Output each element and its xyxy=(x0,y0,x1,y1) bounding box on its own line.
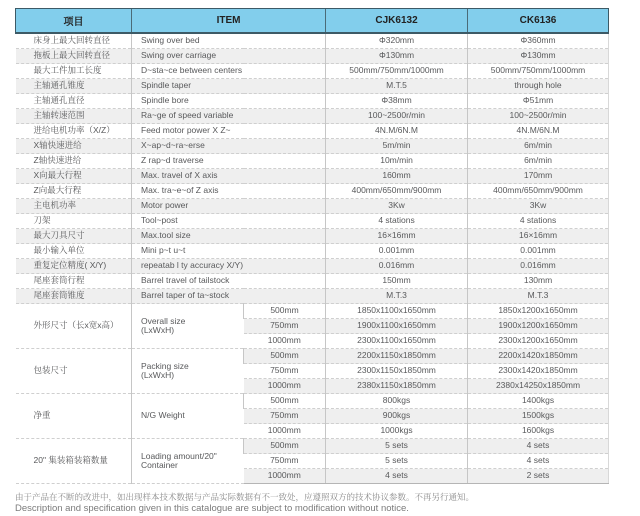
item-cn: 主轴转速范围 xyxy=(16,109,132,124)
cjk6132-value: Φ38mm xyxy=(326,94,468,109)
cjk6132-value: 4N.M/6N.M xyxy=(326,124,468,139)
cjk6132-value: 5m/min xyxy=(326,139,468,154)
table-row xyxy=(16,349,609,364)
ck6136-value: 500mm/750mm/1000mm xyxy=(468,64,609,79)
item-cn: 最大工件加工长度 xyxy=(16,64,132,79)
ck6136-value: 1500kgs xyxy=(468,409,609,424)
dim-label: 750mm xyxy=(244,319,326,334)
cjk6132-value: 4 stations xyxy=(326,214,468,229)
ck6136-value: 16×16mm xyxy=(468,229,609,244)
item-cn: 20" 集装箱装箱数量 xyxy=(16,439,132,484)
item-cn: 尾座套筒锥度 xyxy=(16,289,132,304)
ck6136-value: 3Kw xyxy=(468,199,609,214)
item-en: Loading amount/20" Container xyxy=(132,439,244,484)
table-row xyxy=(16,33,609,49)
item-en: D~sta~ce between centers xyxy=(132,64,326,79)
item-en: Packing size (LxWxH) xyxy=(132,349,244,394)
item-en: Max. travel of X axis xyxy=(132,169,326,184)
dim-label: 500mm xyxy=(244,304,326,319)
table-row xyxy=(16,184,609,199)
table-row xyxy=(16,169,609,184)
item-cn: 包装尺寸 xyxy=(16,349,132,394)
ck6136-value: 2 sets xyxy=(468,469,609,484)
ck6136-value: 4 stations xyxy=(468,214,609,229)
dim-label: 500mm xyxy=(244,394,326,409)
table-row xyxy=(16,244,609,259)
item-cn: 最大刀具尺寸 xyxy=(16,229,132,244)
table-row xyxy=(16,274,609,289)
ck6136-value: 170mm xyxy=(468,169,609,184)
item-cn: 进给电机功率（X/Z） xyxy=(16,124,132,139)
item-en: Spindle taper xyxy=(132,79,326,94)
table-row xyxy=(16,304,609,319)
footer-note-cn: 由于产品在不断的改进中，如出现样本技术数据与产品实际数据有不一致处，应遵照双方的技术协议参数。不再另行通知。 xyxy=(15,492,475,502)
item-en: Ra~ge of speed variable xyxy=(132,109,326,124)
header-model-cjk6132: CJK6132 xyxy=(326,9,468,34)
item-en: Max. tra~e~of Z axis xyxy=(132,184,326,199)
table-row xyxy=(16,154,609,169)
ck6136-value: 130mm xyxy=(468,274,609,289)
item-en: Spindle bore xyxy=(132,94,326,109)
cjk6132-value: 2300x1100x1650mm xyxy=(326,334,468,349)
item-en: repeatab l ty accuracy X/Y) xyxy=(132,259,326,274)
item-cn: X向最大行程 xyxy=(16,169,132,184)
dim-label: 750mm xyxy=(244,454,326,469)
item-en: Motor power xyxy=(132,199,326,214)
item-cn: 外形尺寸（长x宽x高） xyxy=(16,304,132,349)
ck6136-value: 2300x1420x1850mm xyxy=(468,364,609,379)
table-row xyxy=(16,109,609,124)
ck6136-value: through hole xyxy=(468,79,609,94)
cjk6132-value: 1900x1100x1650mm xyxy=(326,319,468,334)
cjk6132-value: 150mm xyxy=(326,274,468,289)
ck6136-value: 2380x14250x1850mm xyxy=(468,379,609,394)
cjk6132-value: 16×16mm xyxy=(326,229,468,244)
ck6136-value: 0.001mm xyxy=(468,244,609,259)
footer-note xyxy=(15,492,640,516)
header-item-en: ITEM xyxy=(132,9,326,34)
dim-label: 1000mm xyxy=(244,379,326,394)
footer-note-en: Description and specification given in this catalogue are subject to modification without notice. xyxy=(15,503,409,515)
cjk6132-value: 0.001mm xyxy=(326,244,468,259)
dim-label: 500mm xyxy=(244,439,326,454)
dim-label: 500mm xyxy=(244,349,326,364)
ck6136-value: M.T.3 xyxy=(468,289,609,304)
dim-label: 1000mm xyxy=(244,424,326,439)
cjk6132-value: 100~2500r/min xyxy=(326,109,468,124)
dim-label: 750mm xyxy=(244,409,326,424)
cjk6132-value: 3Kw xyxy=(326,199,468,214)
item-cn: 主电机功率 xyxy=(16,199,132,214)
cjk6132-value: 1850x1100x1650mm xyxy=(326,304,468,319)
cjk6132-value: 800kgs xyxy=(326,394,468,409)
item-cn: Z轴快速进给 xyxy=(16,154,132,169)
item-cn: 重复定位精度( X/Y) xyxy=(16,259,132,274)
ck6136-value: 4 sets xyxy=(468,454,609,469)
cjk6132-value: 10m/min xyxy=(326,154,468,169)
table-row xyxy=(16,94,609,109)
specs-table xyxy=(15,8,609,484)
cjk6132-value: 2380x1150x1850mm xyxy=(326,379,468,394)
ck6136-value: 1400kgs xyxy=(468,394,609,409)
table-row xyxy=(16,439,609,454)
table-row xyxy=(16,64,609,79)
item-en: X~ap~d~ra~erse xyxy=(132,139,326,154)
ck6136-value: Φ130mm xyxy=(468,49,609,64)
table-row xyxy=(16,199,609,214)
dim-label: 1000mm xyxy=(244,469,326,484)
ck6136-value: 400mm/650mm/900mm xyxy=(468,184,609,199)
table-row xyxy=(16,124,609,139)
ck6136-value: Φ360mm xyxy=(468,33,609,49)
cjk6132-value: M.T.3 xyxy=(326,289,468,304)
dim-label: 750mm xyxy=(244,364,326,379)
table-row xyxy=(16,139,609,154)
table-row xyxy=(16,49,609,64)
ck6136-value: 1900x1200x1650mm xyxy=(468,319,609,334)
table-row xyxy=(16,79,609,94)
item-cn: Z向最大行程 xyxy=(16,184,132,199)
item-cn: 刀架 xyxy=(16,214,132,229)
ck6136-value: 100~2500r/min xyxy=(468,109,609,124)
table-row xyxy=(16,259,609,274)
item-en: Mini p~t u~t xyxy=(132,244,326,259)
cjk6132-value: 5 sets xyxy=(326,454,468,469)
ck6136-value: 6m/min xyxy=(468,139,609,154)
item-en: Swing over bed xyxy=(132,33,326,49)
item-en: Swing over carriage xyxy=(132,49,326,64)
item-en: Overall size (LxWxH) xyxy=(132,304,244,349)
ck6136-value: 6m/min xyxy=(468,154,609,169)
cjk6132-value: 160mm xyxy=(326,169,468,184)
cjk6132-value: 500mm/750mm/1000mm xyxy=(326,64,468,79)
table-row xyxy=(16,394,609,409)
item-en: N/G Weight xyxy=(132,394,244,439)
item-cn: X轴快速进给 xyxy=(16,139,132,154)
cjk6132-value: Φ320mm xyxy=(326,33,468,49)
cjk6132-value: 5 sets xyxy=(326,439,468,454)
ck6136-value: 4N.M/6N.M xyxy=(468,124,609,139)
cjk6132-value: 4 sets xyxy=(326,469,468,484)
item-en: Tool~post xyxy=(132,214,326,229)
cjk6132-value: 1000kgs xyxy=(326,424,468,439)
item-en: Barrel travel of tailstock xyxy=(132,274,326,289)
item-cn: 主轴通孔直径 xyxy=(16,94,132,109)
header-model-ck6136: CK6136 xyxy=(468,9,609,34)
item-en: Z rap~d traverse xyxy=(132,154,326,169)
cjk6132-value: 2300x1150x1850mm xyxy=(326,364,468,379)
ck6136-value: 4 sets xyxy=(468,439,609,454)
cjk6132-value: M.T.5 xyxy=(326,79,468,94)
item-cn: 床身上最大回转直径 xyxy=(16,33,132,49)
cjk6132-value: 2200x1150x1850mm xyxy=(326,349,468,364)
cjk6132-value: 900kgs xyxy=(326,409,468,424)
item-cn: 最小输入单位 xyxy=(16,244,132,259)
table-row xyxy=(16,214,609,229)
ck6136-value: 2300x1200x1650mm xyxy=(468,334,609,349)
ck6136-value: 1850x1200x1650mm xyxy=(468,304,609,319)
cjk6132-value: 0.016mm xyxy=(326,259,468,274)
item-cn: 净重 xyxy=(16,394,132,439)
ck6136-value: Φ51mm xyxy=(468,94,609,109)
header-row xyxy=(16,9,609,34)
item-en: Max.tool size xyxy=(132,229,326,244)
ck6136-value: 2200x1420x1850mm xyxy=(468,349,609,364)
table-row xyxy=(16,289,609,304)
cjk6132-value: 400mm/650mm/900mm xyxy=(326,184,468,199)
item-en: Barrel taper of ta~stock xyxy=(132,289,326,304)
table-row xyxy=(16,229,609,244)
ck6136-value: 1600kgs xyxy=(468,424,609,439)
cjk6132-value: Φ130mm xyxy=(326,49,468,64)
item-cn: 拖板上最大回转直径 xyxy=(16,49,132,64)
dim-label: 1000mm xyxy=(244,334,326,349)
header-item-cn: 项目 xyxy=(16,9,132,34)
ck6136-value: 0.016mm xyxy=(468,259,609,274)
item-cn: 主轴通孔锥度 xyxy=(16,79,132,94)
item-cn: 尾座套筒行程 xyxy=(16,274,132,289)
item-en: Feed motor power X Z~ xyxy=(132,124,326,139)
